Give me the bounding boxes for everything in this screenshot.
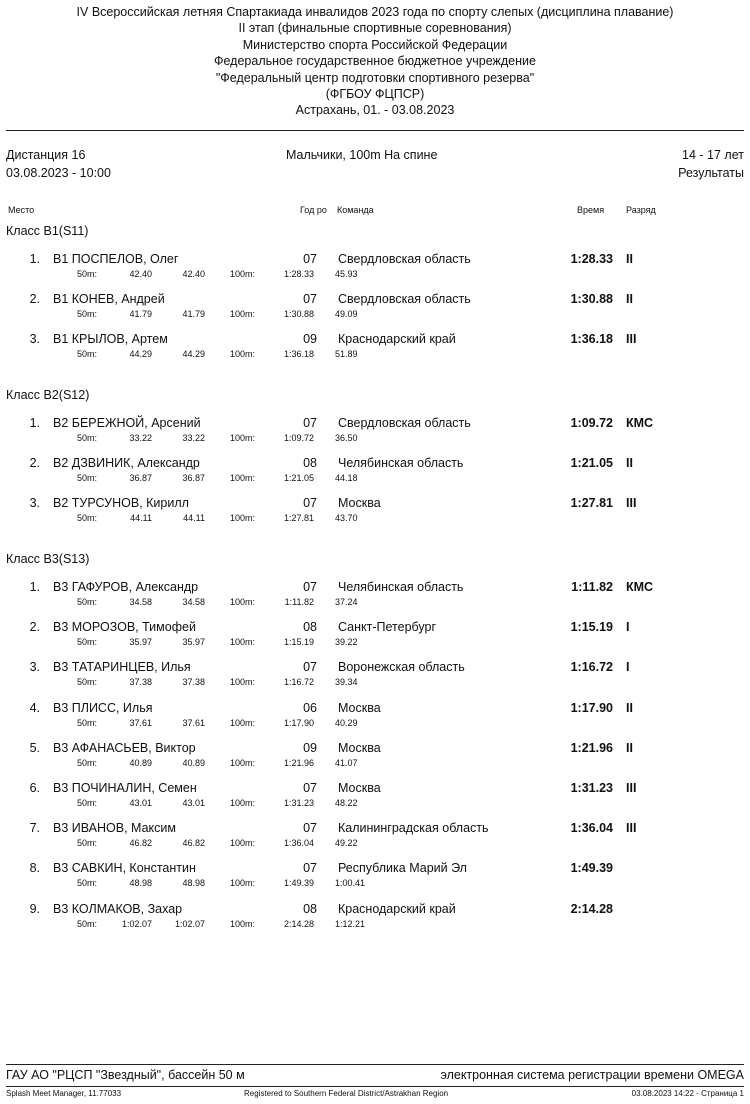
split-50-time: 36.87 [129, 473, 152, 483]
result-place: 1. [29, 416, 40, 430]
result-splits-line [0, 718, 750, 730]
split-100-lap: 49.22 [335, 838, 358, 848]
split-50-label: 50m: [77, 349, 98, 359]
event-type: Результаты [678, 166, 744, 180]
result-splits-line [0, 597, 750, 609]
col-rank: Разряд [626, 205, 656, 215]
result-row [0, 416, 750, 448]
result-rank: II [626, 701, 633, 715]
result-main-line [0, 620, 750, 636]
athlete-name: B2 БЕРЕЖНОЙ, Арсений [53, 416, 201, 430]
athlete-team: Москва [338, 741, 381, 755]
result-time: 2:14.28 [570, 902, 613, 916]
split-50-cumulative: 46.82 [182, 838, 205, 848]
athlete-birth-year: 09 [303, 332, 317, 346]
result-main-line [0, 861, 750, 877]
split-100-label: 100m: [230, 838, 256, 848]
athlete-team: Москва [338, 701, 381, 715]
result-rank: II [626, 292, 633, 306]
col-time: Время [577, 205, 605, 215]
split-100-label: 100m: [230, 758, 256, 768]
split-50-time: 44.11 [130, 513, 152, 523]
athlete-name: B3 САВКИН, Константин [53, 861, 196, 875]
athlete-name: B1 КРЫЛОВ, Артем [53, 332, 168, 346]
result-rank: III [626, 781, 637, 795]
athlete-birth-year: 07 [303, 580, 317, 594]
athlete-name: B3 ПОЧИНАЛИН, Семен [53, 781, 197, 795]
split-50-time: 33.22 [129, 433, 152, 443]
event-age: 14 - 17 лет [682, 148, 744, 162]
split-50-cumulative: 36.87 [182, 473, 205, 483]
split-50-label: 50m: [77, 838, 98, 848]
split-50-cumulative: 37.38 [182, 677, 205, 687]
split-50-time: 44.29 [129, 349, 152, 359]
result-time: 1:21.05 [570, 456, 613, 470]
result-place: 3. [29, 332, 40, 346]
col-place: Место [8, 205, 35, 215]
split-100-time: 1:09.72 [283, 433, 314, 443]
split-100-lap: 1:00.41 [335, 878, 366, 888]
result-splits-line [0, 878, 750, 890]
result-time: 1:27.81 [570, 496, 613, 510]
split-50-label: 50m: [77, 433, 98, 443]
athlete-birth-year: 07 [303, 660, 317, 674]
result-main-line [0, 902, 750, 918]
athlete-team: Свердловская область [338, 416, 471, 430]
result-main-line [0, 416, 750, 432]
split-100-label: 100m: [230, 309, 256, 319]
split-100-time: 1:17.90 [283, 718, 314, 728]
athlete-birth-year: 08 [303, 620, 317, 634]
athlete-birth-year: 08 [303, 456, 317, 470]
split-50-cumulative: 42.40 [182, 269, 205, 279]
result-row [0, 821, 750, 853]
athlete-team: Краснодарский край [338, 902, 456, 916]
split-100-lap: 1:12.21 [335, 919, 366, 929]
result-place: 7. [29, 821, 40, 835]
footer-registered: Registered to Southern Federal District/Astrakhan Region [244, 1089, 449, 1098]
split-50-time: 37.38 [129, 677, 152, 687]
split-50-cumulative: 37.61 [182, 718, 205, 728]
result-main-line [0, 580, 750, 596]
result-row [0, 861, 750, 893]
split-100-lap: 48.22 [335, 798, 358, 808]
result-splits-line [0, 919, 750, 931]
result-time: 1:30.88 [570, 292, 613, 306]
result-splits-line [0, 269, 750, 281]
split-100-label: 100m: [230, 878, 256, 888]
split-50-label: 50m: [77, 677, 98, 687]
result-time: 1:15.19 [570, 620, 613, 634]
header-line: Федеральное государственное бюджетное учреждение [214, 54, 536, 69]
split-100-label: 100m: [230, 513, 256, 523]
athlete-team: Свердловская область [338, 252, 471, 266]
result-splits-line [0, 349, 750, 361]
class-title: Класс B2(S12) [6, 388, 90, 402]
athlete-team: Краснодарский край [338, 332, 456, 346]
result-place: 6. [29, 781, 40, 795]
split-100-lap: 39.22 [335, 637, 358, 647]
split-50-time: 41.79 [129, 309, 152, 319]
athlete-name: B3 АФАНАСЬЕВ, Виктор [53, 741, 196, 755]
result-rank: III [626, 821, 637, 835]
footer-software: Splash Meet Manager, 11.77033 [6, 1089, 122, 1098]
result-main-line [0, 660, 750, 676]
athlete-birth-year: 07 [303, 252, 317, 266]
split-100-time: 2:14.28 [283, 919, 314, 929]
header-line: (ФГБОУ ФЦПСР) [325, 87, 425, 102]
footer-main [6, 1068, 744, 1084]
event-datetime: 03.08.2023 - 10:00 [6, 166, 111, 180]
event-distance: Дистанция 16 [6, 148, 86, 162]
footer-meta [6, 1089, 744, 1101]
event-title: Мальчики, 100m На спине [286, 148, 438, 162]
result-place: 5. [29, 741, 40, 755]
result-row [0, 741, 750, 773]
split-100-lap: 49.09 [335, 309, 358, 319]
split-50-cumulative: 1:02.07 [174, 919, 205, 929]
footer-divider [6, 1064, 744, 1065]
split-50-cumulative: 40.89 [182, 758, 205, 768]
split-50-time: 35.97 [129, 637, 152, 647]
split-100-label: 100m: [230, 349, 256, 359]
split-50-cumulative: 34.58 [182, 597, 205, 607]
split-100-time: 1:28.33 [283, 269, 314, 279]
footer-divider-2 [6, 1086, 744, 1087]
split-100-label: 100m: [230, 677, 256, 687]
result-row [0, 292, 750, 324]
split-100-lap: 36.50 [335, 433, 358, 443]
result-rank: III [626, 332, 637, 346]
col-team: Команда [337, 205, 374, 215]
athlete-team: Свердловская область [338, 292, 471, 306]
result-row [0, 332, 750, 364]
result-place: 2. [29, 456, 40, 470]
split-50-label: 50m: [77, 637, 98, 647]
split-100-lap: 37.24 [335, 597, 358, 607]
split-100-lap: 40.29 [335, 718, 358, 728]
split-100-label: 100m: [230, 473, 256, 483]
result-row [0, 252, 750, 284]
athlete-team: Санкт-Петербург [338, 620, 437, 634]
result-rank: I [626, 620, 630, 634]
athlete-name: B3 ПЛИСС, Илья [53, 701, 153, 715]
split-50-label: 50m: [77, 919, 98, 929]
result-row [0, 701, 750, 733]
athlete-name: B3 ГАФУРОВ, Александр [53, 580, 199, 594]
result-time: 1:49.39 [570, 861, 613, 875]
result-splits-line [0, 309, 750, 321]
athlete-name: B1 ПОСПЕЛОВ, Олег [53, 252, 179, 266]
class-title: Класс B3(S13) [6, 552, 90, 566]
split-100-label: 100m: [230, 269, 256, 279]
split-50-time: 46.82 [129, 838, 152, 848]
footer-venue: ГАУ АО "РЦСП "Звездный", бассейн 50 м [6, 1068, 245, 1082]
athlete-team: Республика Марий Эл [338, 861, 467, 875]
split-50-cumulative: 33.22 [182, 433, 205, 443]
split-100-label: 100m: [230, 718, 256, 728]
result-row [0, 580, 750, 612]
split-50-time: 34.58 [129, 597, 152, 607]
split-50-label: 50m: [77, 758, 98, 768]
result-splits-line [0, 637, 750, 649]
split-50-time: 43.01 [129, 798, 152, 808]
split-50-time: 37.61 [129, 718, 152, 728]
split-100-lap: 45.93 [335, 269, 358, 279]
result-main-line [0, 456, 750, 472]
split-50-cumulative: 44.29 [182, 349, 205, 359]
split-100-time: 1:49.39 [283, 878, 314, 888]
result-row [0, 620, 750, 652]
result-time: 1:36.04 [570, 821, 613, 835]
athlete-name: B3 ИВАНОВ, Максим [53, 821, 176, 835]
split-100-time: 1:21.05 [283, 473, 314, 483]
split-50-time: 1:02.07 [121, 919, 152, 929]
split-100-time: 1:21.96 [283, 758, 314, 768]
athlete-team: Москва [338, 781, 381, 795]
result-main-line [0, 821, 750, 837]
result-splits-line [0, 758, 750, 770]
result-row [0, 902, 750, 934]
result-rank: I [626, 660, 630, 674]
result-row [0, 781, 750, 813]
split-50-time: 40.89 [129, 758, 152, 768]
result-place: 1. [29, 580, 40, 594]
split-100-time: 1:11.82 [284, 597, 314, 607]
split-50-label: 50m: [77, 513, 98, 523]
athlete-name: B2 ДЗВИНИК, Александр [53, 456, 200, 470]
athlete-team: Челябинская область [338, 456, 464, 470]
result-time: 1:36.18 [570, 332, 613, 346]
split-100-lap: 44.18 [335, 473, 358, 483]
event-header [6, 148, 744, 182]
split-100-time: 1:16.72 [283, 677, 314, 687]
result-main-line [0, 332, 750, 348]
result-splits-line [0, 677, 750, 689]
athlete-birth-year: 08 [303, 902, 317, 916]
athlete-birth-year: 07 [303, 292, 317, 306]
result-row [0, 456, 750, 488]
header-line: II этап (финальные спортивные соревнования) [238, 21, 512, 36]
result-splits-line [0, 433, 750, 445]
split-100-label: 100m: [230, 919, 256, 929]
split-100-label: 100m: [230, 597, 256, 607]
split-50-label: 50m: [77, 878, 98, 888]
header-line: Астрахань, 01. - 03.08.2023 [295, 103, 455, 118]
result-main-line [0, 496, 750, 512]
athlete-birth-year: 09 [303, 741, 317, 755]
athlete-team: Челябинская область [338, 580, 464, 594]
athlete-name: B2 ТУРСУНОВ, Кирилл [53, 496, 189, 510]
split-50-label: 50m: [77, 718, 98, 728]
split-50-cumulative: 43.01 [182, 798, 205, 808]
result-time: 1:11.82 [571, 580, 613, 594]
split-100-time: 1:36.04 [283, 838, 314, 848]
result-splits-line [0, 798, 750, 810]
result-place: 1. [29, 252, 40, 266]
split-100-time: 1:36.18 [283, 349, 314, 359]
col-yob: Год ро [300, 205, 327, 215]
class-title: Класс B1(S11) [6, 224, 89, 238]
result-place: 2. [29, 292, 40, 306]
athlete-name: B3 ТАТАРИНЦЕВ, Илья [53, 660, 191, 674]
athlete-birth-year: 07 [303, 496, 317, 510]
result-main-line [0, 292, 750, 308]
result-main-line [0, 781, 750, 797]
header-line: "Федеральный центр подготовки спортивного резерва" [215, 70, 535, 85]
split-100-lap: 39.34 [335, 677, 358, 687]
result-main-line [0, 701, 750, 717]
result-time: 1:28.33 [570, 252, 613, 266]
athlete-name: B1 КОНЕВ, Андрей [53, 292, 165, 306]
result-splits-line [0, 473, 750, 485]
split-50-label: 50m: [77, 597, 98, 607]
result-time: 1:21.96 [570, 741, 613, 755]
column-header [0, 205, 750, 219]
athlete-team: Москва [338, 496, 381, 510]
split-50-label: 50m: [77, 309, 98, 319]
split-100-lap: 43.70 [335, 513, 358, 523]
result-time: 1:31.23 [570, 781, 613, 795]
result-place: 2. [29, 620, 40, 634]
split-100-time: 1:31.23 [283, 798, 314, 808]
result-rank: III [626, 496, 637, 510]
result-place: 8. [29, 861, 40, 875]
result-time: 1:17.90 [570, 701, 613, 715]
athlete-team: Калининградская область [338, 821, 489, 835]
result-place: 3. [29, 496, 40, 510]
athlete-birth-year: 06 [303, 701, 317, 715]
result-place: 3. [29, 660, 40, 674]
split-100-time: 1:30.88 [283, 309, 314, 319]
result-splits-line [0, 838, 750, 850]
header-divider [6, 130, 744, 131]
result-rank: II [626, 252, 633, 266]
split-100-label: 100m: [230, 433, 256, 443]
header-line: IV Всероссийская летняя Спартакиада инвалидов 2023 года по спорту слепых (дисциплина плавание) [76, 5, 674, 19]
athlete-birth-year: 07 [303, 781, 317, 795]
result-main-line [0, 741, 750, 757]
result-time: 1:09.72 [570, 416, 613, 430]
athlete-name: B3 КОЛМАКОВ, Захар [53, 902, 183, 916]
athlete-name: B3 МОРОЗОВ, Тимофей [53, 620, 196, 634]
split-100-lap: 51.89 [335, 349, 358, 359]
split-100-label: 100m: [230, 798, 256, 808]
result-row [0, 496, 750, 528]
split-50-label: 50m: [77, 473, 98, 483]
result-main-line [0, 252, 750, 268]
document-header [0, 4, 750, 119]
split-50-label: 50m: [77, 269, 98, 279]
split-50-time: 48.98 [129, 878, 152, 888]
footer-timing: электронная система регистрации времени OMEGA [440, 1068, 744, 1082]
split-50-cumulative: 44.11 [183, 513, 205, 523]
result-splits-line [0, 513, 750, 525]
athlete-birth-year: 07 [303, 416, 317, 430]
header-line: Министерство спорта Российской Федерации [242, 37, 508, 52]
split-100-lap: 41.07 [335, 758, 358, 768]
result-row [0, 660, 750, 692]
split-100-label: 100m: [230, 637, 256, 647]
result-place: 9. [29, 902, 40, 916]
result-rank: II [626, 741, 633, 755]
result-place: 4. [29, 701, 40, 715]
split-50-cumulative: 35.97 [182, 637, 205, 647]
split-50-time: 42.40 [129, 269, 152, 279]
split-50-label: 50m: [77, 798, 98, 808]
result-rank: КМС [626, 580, 654, 594]
result-rank: КМС [626, 416, 654, 430]
footer-printed: 03.08.2023 14:22 - Страница 1 [631, 1089, 744, 1098]
result-rank: II [626, 456, 633, 470]
split-100-time: 1:27.81 [283, 513, 314, 523]
result-time: 1:16.72 [570, 660, 613, 674]
athlete-birth-year: 07 [303, 821, 317, 835]
athlete-birth-year: 07 [303, 861, 317, 875]
split-100-time: 1:15.19 [283, 637, 314, 647]
split-50-cumulative: 48.98 [182, 878, 205, 888]
athlete-team: Воронежская область [338, 660, 465, 674]
split-50-cumulative: 41.79 [182, 309, 205, 319]
